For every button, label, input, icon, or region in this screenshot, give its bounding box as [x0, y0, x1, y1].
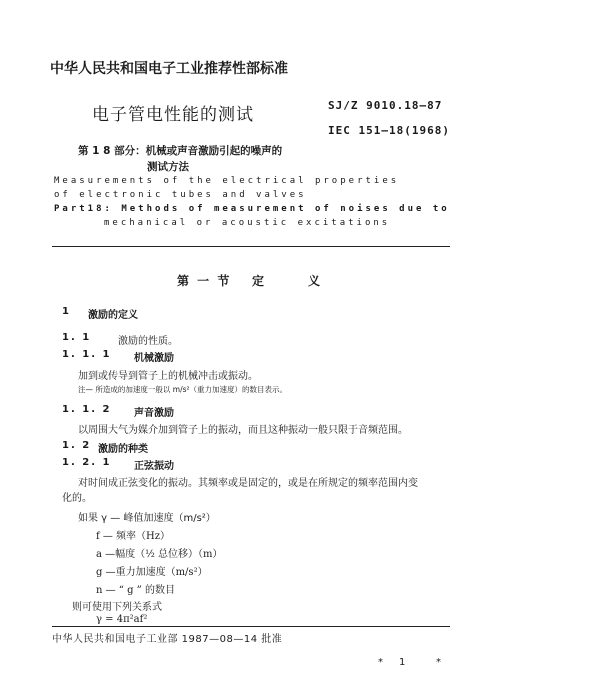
- section-heading-word2: 义: [308, 274, 321, 288]
- title-en-line1: Measurements of the electrical properties: [54, 176, 400, 186]
- clause-text: 正弦振动: [134, 461, 174, 472]
- clause-text: 激励的性质。: [118, 336, 178, 347]
- clause-text: 声音激励: [134, 408, 174, 419]
- page-number: 1: [399, 657, 406, 668]
- part-en-line2: mechanical or acoustic excitations: [104, 218, 391, 228]
- clause-number: 1. 2: [62, 440, 92, 451]
- clause-number: 1. 1. 2: [62, 404, 112, 415]
- clause-text: 机械激励: [134, 353, 174, 364]
- part-title-cn-line2: 测试方法: [147, 161, 189, 173]
- clause-number: 1. 1: [62, 332, 92, 343]
- clause-text: 激励的定义: [88, 310, 138, 321]
- clause-text: 对时间成正弦变化的振动。其频率或是固定的，或是在所规定的频率范围内变: [78, 478, 418, 489]
- section-heading-word1: 定: [252, 274, 265, 288]
- title-en-line2: of electronic tubes and valves: [54, 190, 307, 200]
- page-number-star-right-icon: *: [436, 657, 441, 668]
- document-title: 电子管电性能的测试: [92, 105, 254, 125]
- standard-code-sj: SJ/Z 9010.18—87: [328, 99, 443, 112]
- variable-gamma: 如果 γ — 峰值加速度（m/s²）: [78, 513, 216, 524]
- section-heading-number: 第 一 节: [177, 274, 232, 288]
- part-en-line1: Part18: Methods of measurement of noises due to: [54, 204, 450, 214]
- relation-intro: 则可使用下列关系式: [72, 602, 162, 613]
- clause-note: 注— 所造成的加速度一般以 m/s²（重力加速度）的数目表示。: [78, 385, 288, 394]
- variable-f: f — 频率（Hz）: [96, 531, 171, 542]
- approval-line: 中华人民共和国电子工业部 1987—08—14 批准: [52, 634, 283, 645]
- clause-text: 以周围大气为媒介加到管子上的振动，而且这种振动一般只限于音频范围。: [78, 425, 408, 436]
- clause-number: 1. 2. 1: [62, 457, 112, 468]
- part-title-cn-line1: 第 1 8 部分：机械或声音激励引起的噪声的: [78, 145, 283, 157]
- variable-a: a —幅度（½ 总位移）（m）: [96, 549, 223, 560]
- clause-number: 1. 1. 1: [62, 349, 112, 360]
- clause-text: 激励的种类: [98, 444, 148, 455]
- footer-divider: [52, 626, 450, 627]
- clause-number: 1: [62, 306, 69, 317]
- variable-g: g —重力加速度（m/s²）: [96, 567, 208, 578]
- clause-text: 化的。: [62, 493, 92, 504]
- standard-code-iec: IEC 151—18(1968): [328, 124, 450, 137]
- formula: γ = 4π²af²: [96, 614, 148, 625]
- variable-n: n — “ g ” 的数目: [96, 585, 175, 596]
- standard-category: 中华人民共和国电子工业推荐性部标准: [50, 61, 288, 77]
- clause-text: 加到或传导到管子上的机械冲击或振动。: [78, 371, 258, 382]
- header-divider: [52, 246, 450, 247]
- page-number-star-left-icon: *: [378, 657, 383, 668]
